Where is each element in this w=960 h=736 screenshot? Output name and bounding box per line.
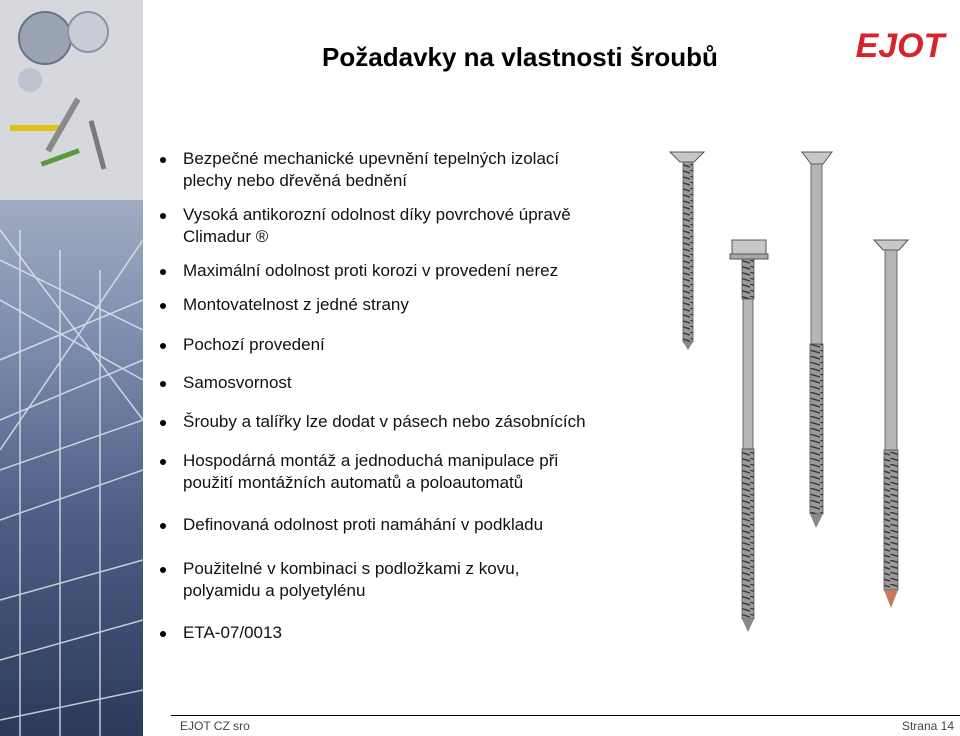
screw-3 xyxy=(730,240,768,632)
page-title: Požadavky na vlastnosti šroubů xyxy=(322,42,718,72)
bullet-dot-icon xyxy=(160,381,166,387)
bullet-dot-icon xyxy=(160,269,166,275)
bullet-dot-icon xyxy=(160,523,166,529)
screw-2 xyxy=(802,152,832,528)
bullet-dot-icon xyxy=(160,213,166,219)
screws-image xyxy=(660,140,960,645)
svg-text:EJOT: EJOT xyxy=(855,28,945,62)
screw-1 xyxy=(670,152,704,350)
bullet-dot-icon xyxy=(160,459,166,465)
screw-4 xyxy=(874,240,908,608)
bullet-dot-icon xyxy=(160,303,166,309)
ejot-logo xyxy=(842,28,958,67)
bullet-dot-icon xyxy=(160,567,166,573)
footer-company: EJOT CZ sro xyxy=(180,719,250,733)
bullet-dot-icon xyxy=(160,343,166,349)
bullet-dot-icon xyxy=(160,631,166,637)
bullet-dot-icon xyxy=(160,157,166,163)
building-structure-image xyxy=(0,0,143,736)
bullet-dot-icon xyxy=(160,420,166,426)
page-number: Strana 14 xyxy=(901,719,954,733)
sidebar-photo-collage xyxy=(0,0,143,736)
footer-divider xyxy=(171,715,960,716)
